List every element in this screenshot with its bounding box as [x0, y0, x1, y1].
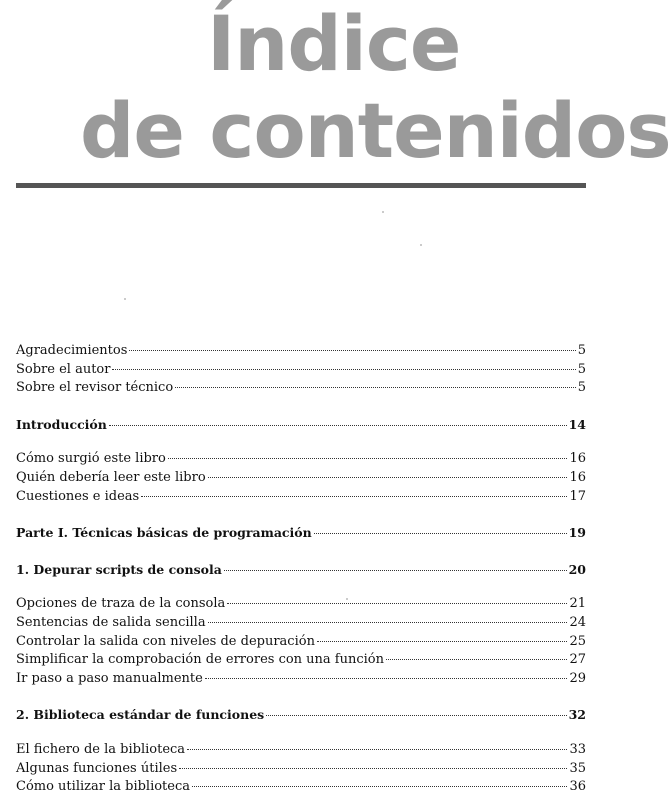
toc-entry-simplificar[interactable] — [16, 651, 586, 670]
dot-leader — [224, 570, 567, 571]
dot-leader — [266, 715, 566, 716]
toc-front-matter — [16, 342, 586, 398]
dot-leader — [168, 458, 568, 459]
dot-leader — [187, 749, 567, 750]
toc-entry-page: 16 — [569, 451, 586, 467]
dot-leader — [227, 603, 567, 604]
toc-entry-algunas-funciones[interactable] — [16, 760, 586, 779]
toc-entry-opciones-traza[interactable] — [16, 595, 586, 614]
dot-leader — [208, 622, 568, 623]
toc-entry-page: 36 — [569, 779, 586, 795]
toc-entry-page: 25 — [569, 633, 586, 649]
toc-heading-label: Introducción — [16, 416, 107, 432]
toc-heading-page: 32 — [568, 707, 586, 723]
toc-entry-page: 24 — [569, 614, 586, 630]
dot-leader — [109, 425, 567, 426]
toc-heading-label: 1. Depurar scripts de consola — [16, 561, 222, 577]
dot-leader — [112, 369, 575, 370]
title-divider — [16, 183, 586, 188]
title-line-indice: Índice — [207, 0, 461, 88]
toc-heading-page: 19 — [568, 525, 586, 541]
dot-leader — [192, 786, 567, 787]
toc-entry-label: Simplificar la comprobación de errores con una función — [16, 652, 384, 668]
toc-entry-como-utilizar[interactable] — [16, 778, 586, 797]
toc-entry-page: 5 — [577, 343, 586, 358]
dot-leader — [317, 641, 568, 642]
dot-leader — [179, 768, 567, 769]
dot-leader — [208, 477, 568, 478]
toc-heading-page: 14 — [568, 416, 586, 432]
toc-entry-sobre-el-revisor[interactable] — [16, 379, 586, 398]
toc-entry-page: 35 — [569, 760, 586, 776]
toc-entry-label: Quién debería leer este libro — [16, 469, 206, 485]
dot-leader — [141, 496, 567, 497]
toc-entry-sobre-el-autor[interactable] — [16, 361, 586, 380]
dot-leader — [129, 350, 575, 351]
table-of-contents — [16, 342, 586, 797]
toc-heading-parte-1[interactable] — [16, 524, 586, 543]
toc-entry-page: 5 — [577, 361, 586, 377]
toc-entry-label: Cuestiones e ideas — [16, 488, 140, 504]
toc-heading-label: 2. Biblioteca estándar de funciones — [16, 707, 265, 723]
toc-chapter-1-sections — [16, 595, 586, 688]
page-title — [0, 0, 671, 185]
toc-entry-sentencias-salida[interactable] — [16, 614, 586, 633]
toc-entry-ir-paso-a-paso[interactable] — [16, 670, 586, 689]
toc-entry-label: Sobre el revisor técnico — [16, 380, 174, 396]
dot-leader — [175, 387, 576, 388]
toc-entry-label: Agradecimientos — [16, 343, 128, 358]
toc-entry-label: Ir paso a paso manualmente — [16, 670, 203, 686]
toc-entry-page: 33 — [569, 741, 586, 757]
toc-entry-page: 17 — [569, 488, 586, 504]
toc-entry-agradecimientos[interactable] — [16, 342, 586, 361]
toc-entry-label: Opciones de traza de la consola — [16, 596, 226, 612]
toc-entry-page: 5 — [577, 380, 586, 396]
dot-leader — [314, 533, 567, 534]
toc-heading-capitulo-2[interactable] — [16, 706, 586, 725]
toc-entry-cuestiones[interactable] — [16, 488, 586, 507]
toc-heading-introduccion[interactable] — [16, 416, 586, 435]
toc-entry-como-surgio[interactable] — [16, 450, 586, 469]
toc-entry-page: 27 — [569, 652, 586, 668]
title-line-de-contenidos: de contenidos — [80, 86, 671, 175]
toc-entry-label: Sentencias de salida sencilla — [16, 614, 206, 630]
toc-entry-label: Controlar la salida con niveles de depuración — [16, 633, 315, 649]
toc-heading-page: 20 — [568, 561, 586, 577]
toc-entry-quien-deberia[interactable] — [16, 469, 586, 488]
dot-leader — [205, 678, 568, 679]
toc-entry-page: 21 — [569, 596, 586, 612]
toc-entry-label: Cómo utilizar la biblioteca — [16, 779, 191, 795]
toc-intro-sections — [16, 450, 586, 506]
toc-entry-fichero-biblioteca[interactable] — [16, 741, 586, 760]
toc-heading-label: Parte I. Técnicas básicas de programación — [16, 525, 312, 541]
toc-chapter-2-sections — [16, 741, 586, 797]
toc-entry-label: Cómo surgió este libro — [16, 451, 166, 467]
toc-entry-label: El fichero de la biblioteca — [16, 741, 186, 757]
toc-entry-controlar-salida[interactable] — [16, 633, 586, 652]
toc-entry-page: 29 — [569, 670, 586, 686]
toc-heading-capitulo-1[interactable] — [16, 561, 586, 580]
dot-leader — [386, 659, 567, 660]
toc-entry-label: Sobre el autor — [16, 361, 111, 377]
toc-entry-label: Algunas funciones útiles — [16, 760, 178, 776]
toc-entry-page: 16 — [569, 469, 586, 485]
